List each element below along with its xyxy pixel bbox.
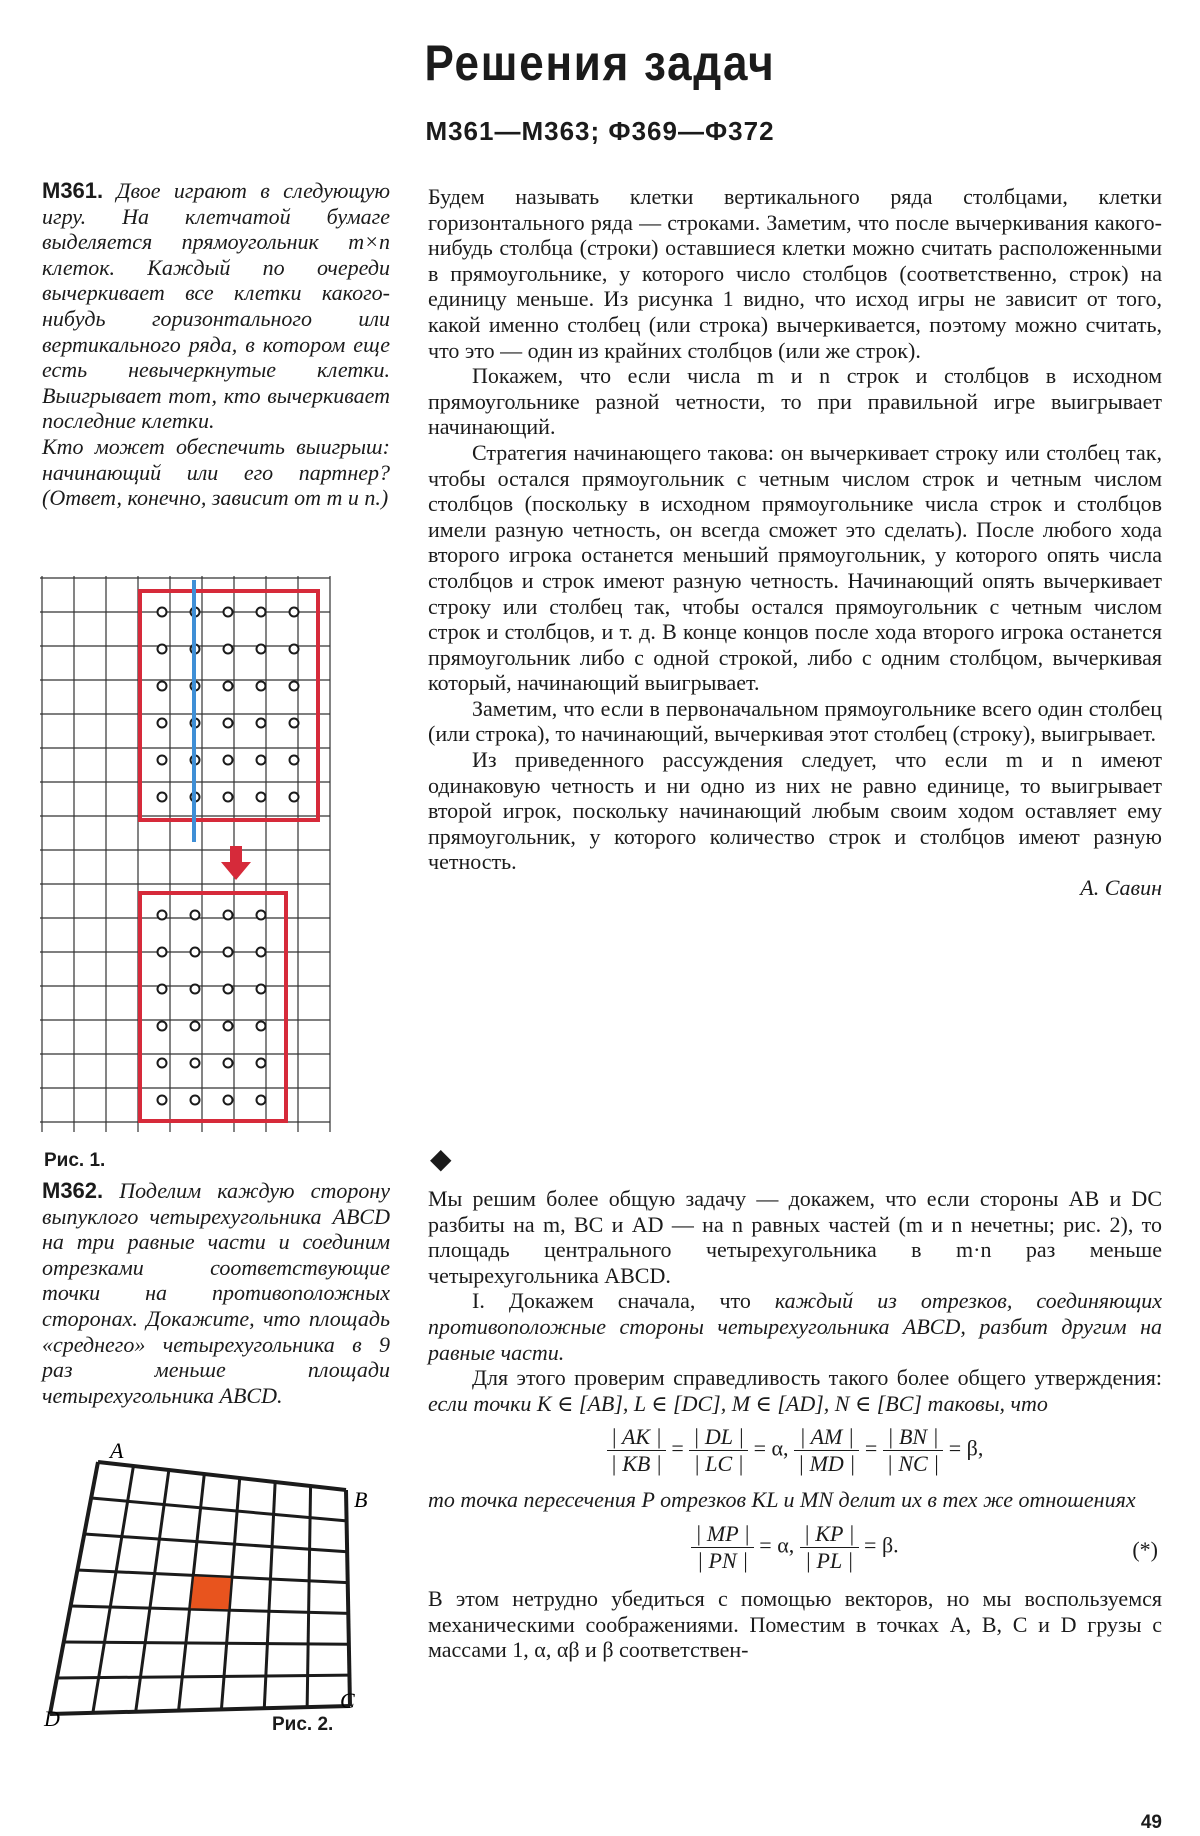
cell-dot (158, 756, 167, 765)
quad-grid-line (307, 1486, 310, 1707)
f1-a-num: | AK | (607, 1424, 666, 1451)
fig1-caption: Рис. 1. (44, 1150, 106, 1171)
cell-dot (257, 985, 266, 994)
cell-dot (191, 911, 200, 920)
f2-a-num: | MP | (691, 1521, 753, 1548)
vertex-b-label: B (354, 1487, 368, 1512)
m362-p3-italic: если точки K ∈ [AB], L ∈ [DC], M ∈ [AD], N ∈ [BC] таковы, что (428, 1390, 1048, 1416)
cell-dot (224, 1022, 233, 1031)
f2-a-den: | PN | (696, 1547, 749, 1573)
vertex-d-label: D (44, 1706, 60, 1731)
section-diamond-icon: ◆ (430, 1144, 452, 1175)
m362-solution (428, 1186, 1162, 1663)
cell-dot (224, 719, 233, 728)
m362-solution-p1: Мы решим более общую задачу — докажем, что если стороны AB и DC разбиты на m, BC и AD — на n равных частей (m и n нечетны; рис. 2), то площадь центрального четырехугольника в m·n раз меньше четырехугольника ABCD. (428, 1186, 1162, 1288)
cell-dot (257, 911, 266, 920)
m362-p3-lead: Для этого проверим справедливость такого более общего утверждения: (472, 1365, 1162, 1391)
f2-alpha: = α, (759, 1532, 795, 1558)
cell-dot (158, 1022, 167, 1031)
cell-dot (257, 682, 266, 691)
cell-dot (158, 682, 167, 691)
cell-dot (224, 985, 233, 994)
f2-beta: = β. (864, 1532, 899, 1558)
page-subtitle: М361—М363; Ф369—Ф372 (425, 116, 775, 146)
f2-tag: (*) (1132, 1536, 1158, 1562)
f1-c-num: | AM | (794, 1424, 859, 1451)
cell-dot (224, 1096, 233, 1105)
cell-dot (224, 911, 233, 920)
m362-solution-p2 (428, 1288, 1162, 1365)
cell-dot (158, 911, 167, 920)
f2-b-num: | KP | (800, 1521, 859, 1548)
vertex-c-label: C (340, 1688, 355, 1713)
f1-beta: = β, (948, 1435, 984, 1461)
cell-dot (191, 985, 200, 994)
quad-grid-line (91, 1498, 346, 1521)
original-rectangle (140, 591, 318, 820)
down-arrow-icon (221, 846, 251, 880)
f1-b-num: | DL | (689, 1424, 748, 1451)
figure-1 (40, 576, 390, 1136)
cell-dot (257, 1059, 266, 1068)
m362-statement (42, 1178, 390, 1408)
cell-dot (257, 645, 266, 654)
cell-dot (290, 645, 299, 654)
dots-before (158, 608, 299, 802)
page-number: 49 (1140, 1812, 1162, 1833)
cell-dot (257, 608, 266, 617)
cell-dot (158, 1059, 167, 1068)
m361-solution-p5: Из приведенного рассуждения следует, что если m и n имеют одинаковую четность и ни одно из них не равно единице, то выигрывает второй игрок, поскольку начинающий любым своим ходом оставляет ему прямоугольник, у которого количество строк и столбцов имеют разную четность. (428, 747, 1162, 875)
cell-dot (257, 1096, 266, 1105)
cell-dot (257, 1022, 266, 1031)
m361-statement (42, 178, 390, 511)
cell-dot (158, 719, 167, 728)
quad-grid-line (98, 1462, 346, 1490)
quad-grid-line (264, 1482, 275, 1708)
f2-b-den: | PL | (804, 1547, 854, 1573)
cell-dot (290, 719, 299, 728)
quad-grid-line (84, 1534, 347, 1552)
m361-solution-p1: Будем называть клетки вертикального ряда столбцами, клетки горизонтального ряда — строками. Заметим, что после вычеркивания какого-нибудь столбца (строки) оставшиеся клетки можно считать расположенными в прямоугольнике, у которого число столбцов (соответственно, строк) на единицу меньше. Из рисунка 1 видно, что исход игры не зависит от того, какой именно столбец (или строка) вычеркивается, поэтому можно считать, что это — один из крайних столбцов (или же строк). (428, 184, 1162, 363)
f1-d-den: | NC | (886, 1451, 940, 1477)
formula-1: $\frac{| AK |}{| KB |}$ = $\frac{| DL |}{| LC |}$ = α, $\frac{| AM |}{| MD |}$ = $\frac{| BN |}{| NC |}$ = β, (428, 1424, 1162, 1477)
vertex-a-label: A (110, 1440, 124, 1463)
cell-dot (290, 793, 299, 802)
figure-2 (40, 1440, 390, 1740)
cell-dot (158, 608, 167, 617)
m362-solution-p3 (428, 1365, 1162, 1416)
cell-dot (290, 682, 299, 691)
m361-solution-p2: Покажем, что если числа m и n строк и столбцов в исходном прямоугольнике разной четности, то при правильной игре выигрывает начинающий. (428, 363, 1162, 440)
m361-label: М361. (42, 178, 104, 203)
cell-dot (290, 608, 299, 617)
cell-dot (158, 948, 167, 957)
f1-d-num: | BN | (883, 1424, 943, 1451)
cell-dot (158, 985, 167, 994)
quad-grid-line (57, 1675, 350, 1678)
cell-dot (224, 682, 233, 691)
m362-p2-italic: каждый из отрезков, соединяющих противоположные стороны четырехугольника ABCD, разбит другим на равные части. (428, 1288, 1162, 1365)
cell-dot (224, 1059, 233, 1068)
m361-text: Двое играют в следующую игру. На клетчатой бумаге выделяется прямоугольник m×n клеток. Каждый по очереди вычеркивает все клетки какого-нибудь горизонтального или вертикального ряда, в котором еще есть невычеркнутые клетки. Выигрывает тот, кто вычеркивает последние клетки. (42, 178, 391, 434)
m362-p2-lead: I. Докажем сначала, что (472, 1288, 775, 1314)
m362-solution-p4: то точка пересечения P отрезков KL и MN делит их в тех же отношениях (428, 1487, 1136, 1513)
cell-dot (158, 645, 167, 654)
cell-dot (257, 719, 266, 728)
quad-grid-line (64, 1642, 349, 1644)
cell-dot (191, 1096, 200, 1105)
cell-dot (191, 1022, 200, 1031)
cell-dot (191, 948, 200, 957)
cell-dot (191, 1059, 200, 1068)
cell-dot (224, 793, 233, 802)
m361-solution (428, 184, 1162, 901)
f1-b-den: | LC | (693, 1451, 744, 1477)
cell-dot (290, 756, 299, 765)
cell-dot (158, 1096, 167, 1105)
fig2-caption: Рис. 2. (272, 1714, 334, 1735)
cell-dot (224, 645, 233, 654)
f1-alpha: = α, (753, 1435, 789, 1461)
m361-question: Кто может обеспечить выигрыш: начинающий или его партнер? (Ответ, конечно, зависит от m и n.) (42, 433, 390, 511)
m361-author: А. Савин (1080, 875, 1162, 901)
reduced-rectangle (140, 893, 286, 1121)
cell-dot (224, 756, 233, 765)
central-quadrilateral (190, 1575, 232, 1610)
cell-dot (224, 948, 233, 957)
m362-text: Поделим каждую сторону выпуклого четырехугольника ABCD на три равные части и соединим отрезками соответствующие точки на противоположных сторонах. Докажите, что площадь «среднего» четырехугольника в 9 раз меньше площади четырехугольника ABCD. (42, 1178, 391, 1408)
m361-solution-p4: Заметим, что если в первоначальном прямоугольнике всего один столбец (или строка), то начинающий, вычеркивая этот столбец (строку), выигрывает. (428, 695, 1162, 747)
page-title: Решения задач (424, 35, 776, 91)
cell-dot (224, 608, 233, 617)
cell-dot (158, 793, 167, 802)
cell-dot (257, 793, 266, 802)
m361-solution-p3: Стратегия начинающего такова: он вычеркивает строку или столбец так, чтобы остался прямоугольник с четным числом строк и четным числом столбцов (поскольку в исходном прямоугольнике числа строк и столбцов имели разную четность, он всегда сможет это сделать). После любого хода второго игрока останется меньший прямоугольник, у которого опять числа столбцов и строк имеют разную четность. Начинающий опять вычеркивает строку или столбец так, чтобы остался прямоугольник с четным числом строк и столбцов, и т. д. В конце концов после хода второго игрока останется прямоугольник либо с одной строкой, либо с одним столбцом, вычеркивая который, начинающий выигрывает. (428, 439, 1162, 696)
f1-c-den: | MD | (798, 1451, 856, 1477)
quad-grid-line (346, 1490, 350, 1706)
cell-dot (257, 756, 266, 765)
m362-solution-p5: В этом нетрудно убедиться с помощью векторов, но мы воспользуемся механическими соображениями. Поместим в точках A, B, C и D грузы с массами 1, α, αβ и β соответствен- (428, 1585, 1162, 1663)
formula-2 (428, 1521, 1162, 1574)
cell-dot (257, 948, 266, 957)
f1-a-den: | KB | (610, 1451, 662, 1477)
dots-after (158, 911, 266, 1105)
m362-label: М362. (42, 1178, 104, 1203)
